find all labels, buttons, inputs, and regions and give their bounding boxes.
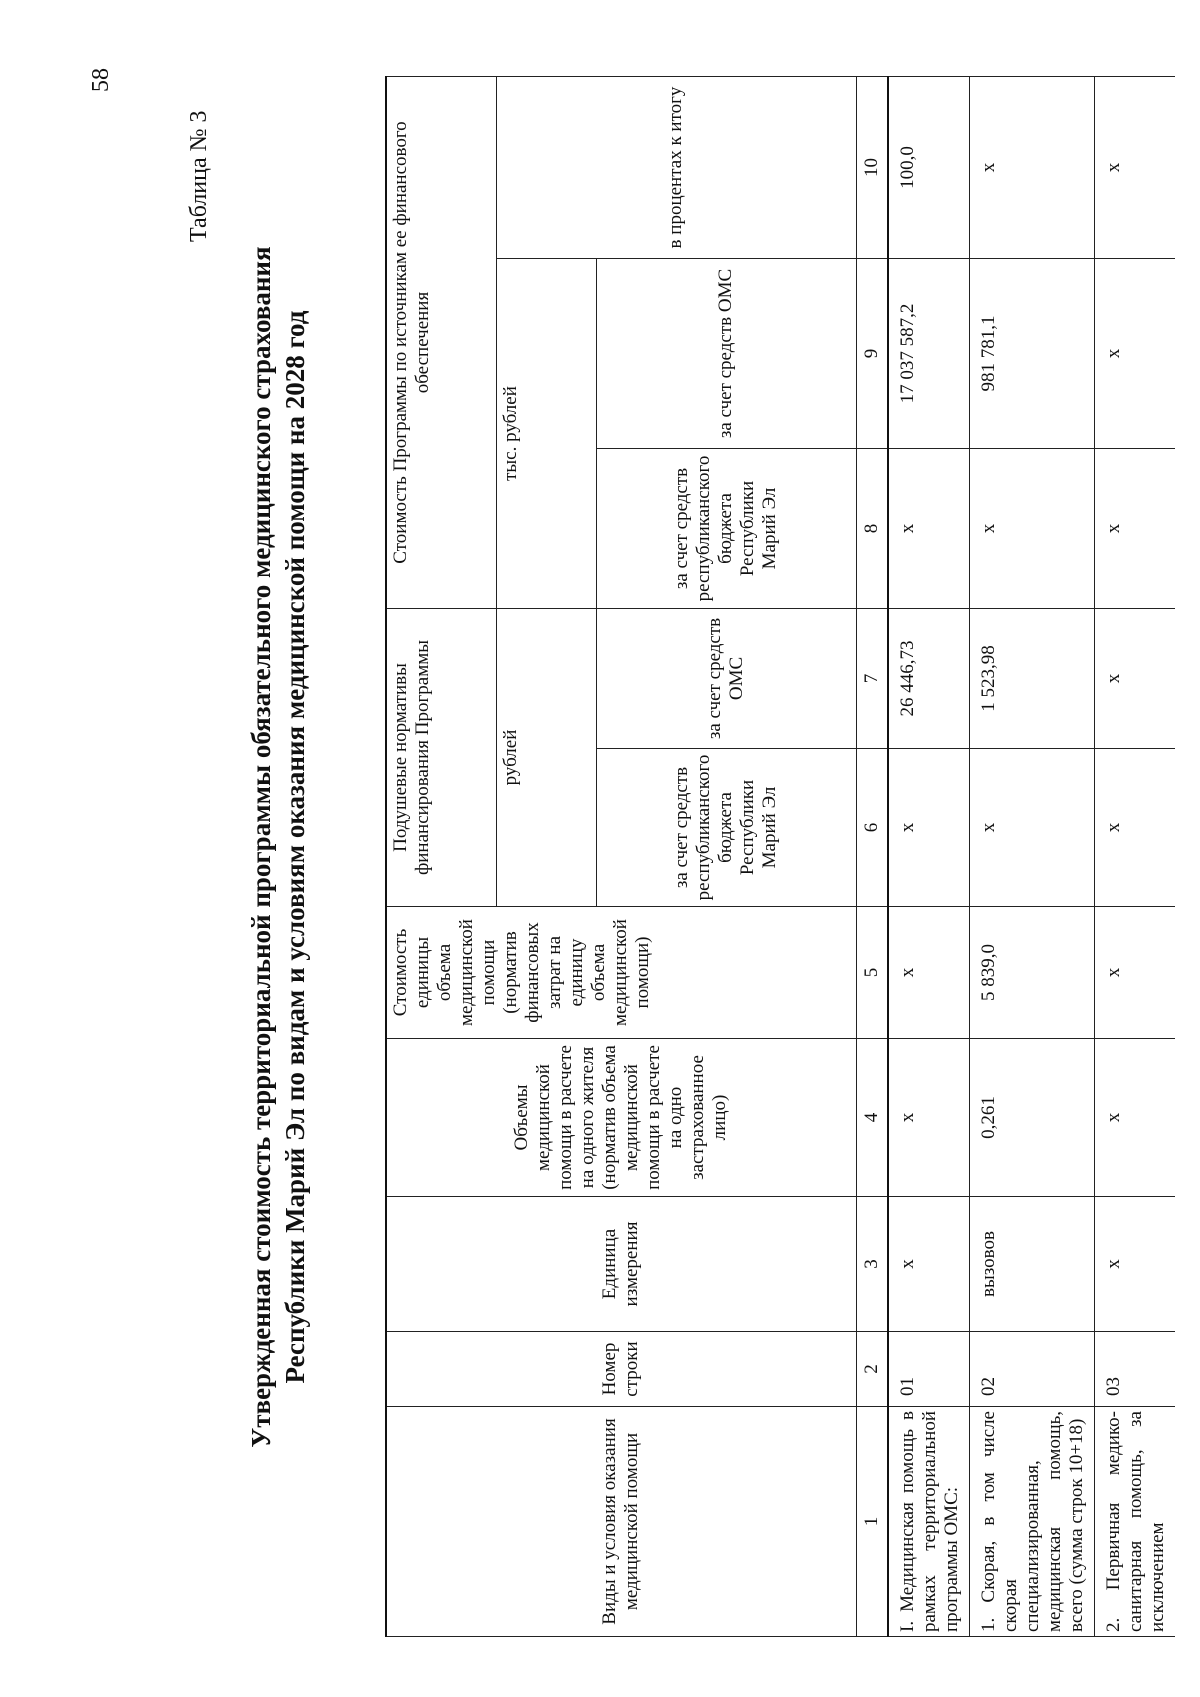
- header-volume: Объемы медицинской помощи в расчете на одного жителя (норматив объема медицинской помощи в расчете на одно застрахованное лицо): [386, 1039, 856, 1197]
- header-norm-budget: за счет средств республиканского бюджета Республики Марий Эл: [596, 749, 856, 907]
- header-program-cost: Стоимость Программы по источникам ее финансового обеспечения: [386, 77, 496, 609]
- header-unit-cost: Стоимость единицы объема медицинской помощи (норматив финансовых затрат на единицу объема медицинской помощи): [386, 907, 856, 1039]
- row-percent: 100,0: [888, 77, 970, 259]
- header-norms-unit: рублей: [496, 609, 596, 907]
- header-cost-oms: за счет средств ОМС: [596, 259, 856, 449]
- header-cost-unit: тыс. рублей: [496, 259, 596, 609]
- row-volume: x: [888, 1039, 970, 1197]
- table-row: [969, 77, 1094, 1637]
- row-cost-budget: x: [969, 449, 1094, 609]
- header-unit: Единица измерения: [386, 1197, 856, 1332]
- header-cost-budget: за счет средств республиканского бюджета Республики Марий Эл: [596, 449, 856, 609]
- row-cost-budget: x: [888, 449, 970, 609]
- row-percent: x: [969, 77, 1094, 259]
- document-title: [244, 227, 312, 1467]
- row-number: 01: [888, 1332, 970, 1407]
- row-unit-cost: x: [888, 907, 970, 1039]
- column-number: 10: [856, 77, 888, 259]
- column-number: 1: [856, 1407, 888, 1637]
- column-number: 8: [856, 449, 888, 609]
- column-number: 2: [856, 1332, 888, 1407]
- column-number: 6: [856, 749, 888, 907]
- column-number: 7: [856, 609, 888, 749]
- row-unit: вызовов: [969, 1197, 1094, 1332]
- row-name: I. Медицинская помощь в рамках территориальной программы ОМС:: [888, 1407, 970, 1637]
- row-unit: x: [1094, 1197, 1175, 1332]
- row-norm-budget: x: [1094, 749, 1175, 907]
- row-unit-cost: 5 839,0: [969, 907, 1094, 1039]
- row-percent: x: [1094, 77, 1175, 259]
- column-number: 4: [856, 1039, 888, 1197]
- row-unit: x: [888, 1197, 970, 1332]
- row-name: 1. Скорая, в том числе скорая специализированная, медицинская помощь, всего (сумма строк 10+18): [969, 1407, 1094, 1637]
- row-cost-budget: x: [1094, 449, 1175, 609]
- table-label: Таблица № 3: [186, 110, 212, 242]
- column-numbers-row: [856, 77, 888, 1637]
- row-cost-oms: 981 781,1: [969, 259, 1094, 449]
- table-row: [1094, 77, 1175, 1637]
- row-norm-budget: x: [888, 749, 970, 907]
- row-number: 03: [1094, 1332, 1175, 1407]
- column-number: 3: [856, 1197, 888, 1332]
- header-kinds-of-care: Виды и условия оказания медицинской помощи: [386, 1407, 856, 1637]
- header-norm-oms: за счет средств ОМС: [596, 609, 856, 749]
- title-line-2: Республики Марий Эл по видам и условиям оказания медицинской помощи на 2028 год: [280, 310, 310, 1384]
- column-number: 5: [856, 907, 888, 1039]
- header-percent: в процентах к итогу: [496, 77, 856, 259]
- row-volume: x: [1094, 1039, 1175, 1197]
- row-norm-budget: x: [969, 749, 1094, 907]
- row-cost-oms: 17 037 587,2: [888, 259, 970, 449]
- row-name: 2. Первичная медико-санитарная помощь, за исключением: [1094, 1407, 1175, 1637]
- row-norm-oms: x: [1094, 609, 1175, 749]
- header-per-capita-norms: Подушевые нормативы финансирования Программы: [386, 609, 496, 907]
- title-line-1: Утвержденная стоимость территориальной программы обязательного медицинского страхования: [246, 246, 276, 1448]
- column-number: 9: [856, 259, 888, 449]
- row-norm-oms: 26 446,73: [888, 609, 970, 749]
- row-number: 02: [969, 1332, 1094, 1407]
- cost-table: [385, 76, 1175, 1637]
- row-volume: 0,261: [969, 1039, 1094, 1197]
- table-row: [888, 77, 970, 1637]
- header-row-number: Номер строки: [386, 1332, 856, 1407]
- row-norm-oms: 1 523,98: [969, 609, 1094, 749]
- row-cost-oms: x: [1094, 259, 1175, 449]
- page-number: 58: [88, 68, 114, 92]
- row-unit-cost: x: [1094, 907, 1175, 1039]
